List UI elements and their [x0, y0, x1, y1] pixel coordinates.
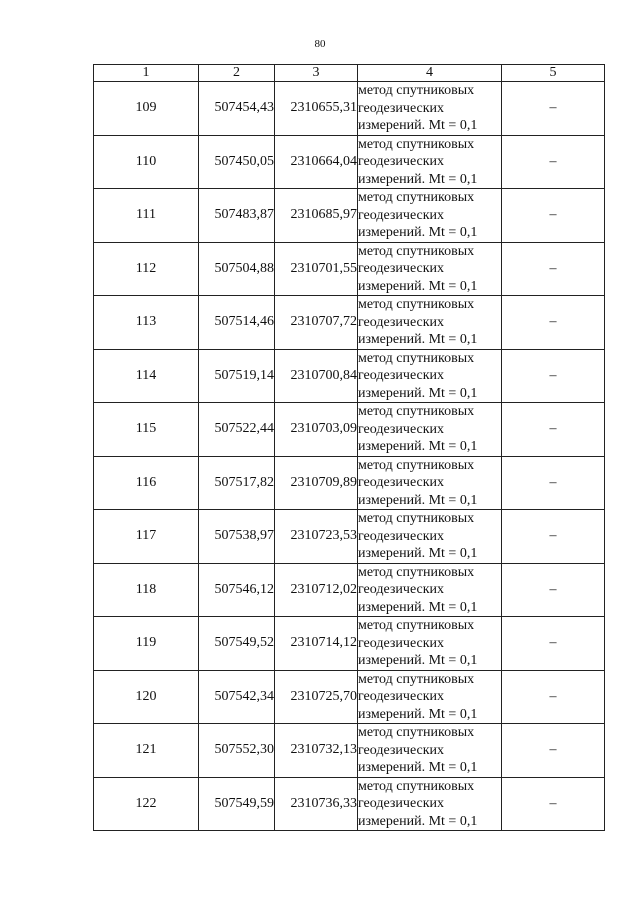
method-description — [358, 349, 502, 403]
method-line: метод спутниковых — [358, 243, 475, 259]
method-line: геодезических — [358, 261, 445, 276]
method-line: метод спутниковых — [358, 725, 475, 740]
method-description — [358, 510, 502, 564]
method-line: измерений. Mt = 0,1 — [358, 278, 478, 294]
y-coordinate: 2310707,72 — [275, 296, 358, 350]
table-row — [94, 510, 605, 564]
method-line: измерений. Mt = 0,1 — [358, 332, 478, 347]
column-header: 3 — [275, 65, 358, 82]
description-cell: – — [502, 670, 605, 724]
method-line: измерений. Mt = 0,1 — [358, 760, 478, 775]
method-description — [358, 135, 502, 189]
point-number: 121 — [94, 724, 199, 778]
description-cell: – — [502, 82, 605, 136]
table-row — [94, 617, 605, 671]
y-coordinate: 2310736,33 — [275, 777, 358, 831]
method-description — [358, 777, 502, 831]
method-line: измерений. Mt = 0,1 — [358, 653, 478, 668]
y-coordinate: 2310701,55 — [275, 242, 358, 296]
method-line: геодезических — [358, 421, 445, 437]
page-number: 80 — [314, 38, 326, 50]
description-cell: – — [502, 349, 605, 403]
method-description — [358, 456, 502, 510]
method-line: геодезических — [358, 635, 445, 651]
method-line: геодезических — [358, 528, 445, 544]
method-line: измерений. Mt = 0,1 — [358, 546, 478, 561]
table-row — [94, 724, 605, 778]
method-line: геодезических — [358, 314, 445, 330]
column-header: 4 — [358, 65, 502, 82]
description-cell: – — [502, 777, 605, 831]
method-description — [358, 189, 502, 243]
method-line: геодезических — [358, 689, 445, 704]
method-line: измерений. Mt = 0,1 — [358, 439, 478, 454]
y-coordinate: 2310703,09 — [275, 403, 358, 457]
point-number: 122 — [94, 777, 199, 831]
table-row — [94, 563, 605, 617]
method-line: метод спутниковых — [358, 83, 475, 98]
x-coordinate: 507552,30 — [199, 724, 275, 778]
x-coordinate: 507538,97 — [199, 510, 275, 564]
method-line: метод спутниковых — [358, 778, 475, 794]
description-cell: – — [502, 617, 605, 671]
method-line: метод спутниковых — [358, 404, 475, 419]
x-coordinate: 507549,59 — [199, 777, 275, 831]
point-number: 115 — [94, 403, 199, 457]
x-coordinate: 507504,88 — [199, 242, 275, 296]
method-description — [358, 724, 502, 778]
method-line: геодезических — [358, 796, 445, 811]
description-cell: – — [502, 189, 605, 243]
table-body — [94, 82, 605, 831]
y-coordinate: 2310655,31 — [275, 82, 358, 136]
method-line: измерений. Mt = 0,1 — [358, 492, 478, 508]
x-coordinate: 507454,43 — [199, 82, 275, 136]
y-coordinate: 2310700,84 — [275, 349, 358, 403]
method-line: геодезических — [358, 207, 445, 223]
x-coordinate: 507519,14 — [199, 349, 275, 403]
method-description — [358, 670, 502, 724]
point-number: 111 — [94, 189, 199, 243]
x-coordinate: 507522,44 — [199, 403, 275, 457]
coordinates-table — [93, 64, 605, 831]
method-line: метод спутниковых — [358, 190, 475, 205]
point-number: 119 — [94, 617, 199, 671]
method-line: метод спутниковых — [358, 671, 475, 687]
method-description — [358, 617, 502, 671]
method-line: метод спутниковых — [358, 618, 475, 633]
x-coordinate: 507483,87 — [199, 189, 275, 243]
method-line: измерений. Mt = 0,1 — [358, 813, 478, 829]
method-line: метод спутниковых — [358, 457, 475, 473]
point-number: 113 — [94, 296, 199, 350]
method-description — [358, 82, 502, 136]
point-number: 116 — [94, 456, 199, 510]
method-line: геодезических — [358, 742, 445, 758]
method-line: геодезических — [358, 368, 445, 383]
point-number: 109 — [94, 82, 199, 136]
description-cell: – — [502, 296, 605, 350]
y-coordinate: 2310732,13 — [275, 724, 358, 778]
description-cell: – — [502, 135, 605, 189]
description-cell: – — [502, 242, 605, 296]
y-coordinate: 2310685,97 — [275, 189, 358, 243]
column-header: 1 — [94, 65, 199, 82]
method-line: измерений. Mt = 0,1 — [358, 706, 478, 722]
x-coordinate: 507546,12 — [199, 563, 275, 617]
column-header: 5 — [502, 65, 605, 82]
column-header: 2 — [199, 65, 275, 82]
y-coordinate: 2310714,12 — [275, 617, 358, 671]
description-cell: – — [502, 403, 605, 457]
method-description — [358, 563, 502, 617]
method-line: метод спутниковых — [358, 350, 475, 366]
method-description — [358, 403, 502, 457]
y-coordinate: 2310723,53 — [275, 510, 358, 564]
method-line: геодезических — [358, 582, 445, 597]
table-row — [94, 242, 605, 296]
point-number: 114 — [94, 349, 199, 403]
table-header-row — [94, 65, 605, 82]
table-row — [94, 456, 605, 510]
table-row — [94, 670, 605, 724]
description-cell: – — [502, 724, 605, 778]
x-coordinate: 507542,34 — [199, 670, 275, 724]
point-number: 120 — [94, 670, 199, 724]
method-line: метод спутниковых — [358, 511, 475, 526]
method-line: измерений. Mt = 0,1 — [358, 599, 478, 615]
method-line: измерений. Mt = 0,1 — [358, 225, 478, 240]
table-row — [94, 82, 605, 136]
method-line: измерений. Mt = 0,1 — [358, 118, 478, 133]
point-number: 117 — [94, 510, 199, 564]
method-line: измерений. Mt = 0,1 — [358, 385, 478, 401]
x-coordinate: 507450,05 — [199, 135, 275, 189]
point-number: 112 — [94, 242, 199, 296]
point-number: 110 — [94, 135, 199, 189]
point-number: 118 — [94, 563, 199, 617]
table-row — [94, 403, 605, 457]
y-coordinate: 2310712,02 — [275, 563, 358, 617]
table-row — [94, 189, 605, 243]
table-row — [94, 296, 605, 350]
method-line: геодезических — [358, 475, 445, 490]
y-coordinate: 2310664,04 — [275, 135, 358, 189]
table-row — [94, 349, 605, 403]
y-coordinate: 2310725,70 — [275, 670, 358, 724]
table-row — [94, 135, 605, 189]
method-line: геодезических — [358, 154, 445, 169]
method-line: геодезических — [358, 100, 445, 116]
method-description — [358, 296, 502, 350]
method-line: измерений. Mt = 0,1 — [358, 171, 478, 187]
y-coordinate: 2310709,89 — [275, 456, 358, 510]
description-cell: – — [502, 510, 605, 564]
x-coordinate: 507549,52 — [199, 617, 275, 671]
method-line: метод спутниковых — [358, 136, 475, 152]
description-cell: – — [502, 456, 605, 510]
x-coordinate: 507514,46 — [199, 296, 275, 350]
method-line: метод спутниковых — [358, 564, 475, 580]
description-cell: – — [502, 563, 605, 617]
x-coordinate: 507517,82 — [199, 456, 275, 510]
method-description — [358, 242, 502, 296]
method-line: метод спутниковых — [358, 297, 475, 312]
table-row — [94, 777, 605, 831]
